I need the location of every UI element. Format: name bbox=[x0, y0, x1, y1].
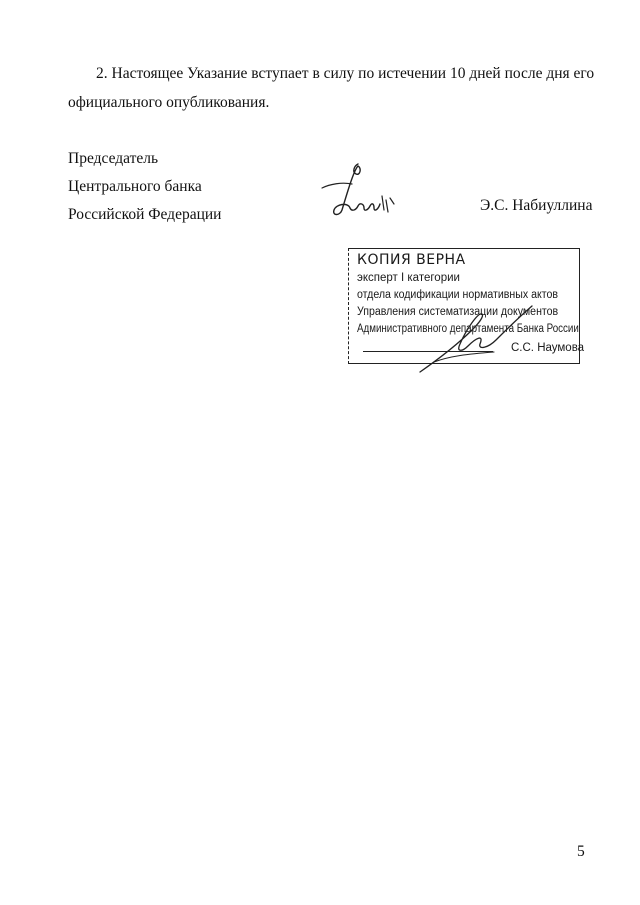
stamp-signer-name: С.С. Наумова bbox=[511, 342, 585, 354]
stamp-line-2: отдела кодификации нормативных актов bbox=[357, 289, 558, 301]
signatory-title-line-1: Председатель bbox=[68, 150, 159, 167]
signatory-title-line-2: Центрального банка bbox=[68, 178, 202, 195]
paragraph-line-2: официального опубликования. bbox=[68, 94, 270, 111]
stamp-line-1: эксперт I категории bbox=[357, 272, 460, 284]
signatory-name: Э.С. Набиуллина bbox=[480, 197, 593, 214]
handwritten-signature bbox=[318, 160, 400, 222]
stamp-line-4: Административного департамента Банка России bbox=[357, 323, 579, 335]
stamp-line-3: Управления систематизации документов bbox=[357, 306, 559, 318]
signatory-title bbox=[68, 145, 221, 229]
stamp-handwritten-signature bbox=[410, 300, 540, 380]
signatory-title-line-3: Российской Федерации bbox=[68, 206, 222, 223]
paragraph-line-1: 2. Настоящее Указание вступает в силу по истечении 10 дней после дня его bbox=[96, 65, 595, 82]
stamp-title: КОПИЯ ВЕРНА bbox=[357, 252, 466, 268]
page-number: 5 bbox=[577, 843, 585, 860]
